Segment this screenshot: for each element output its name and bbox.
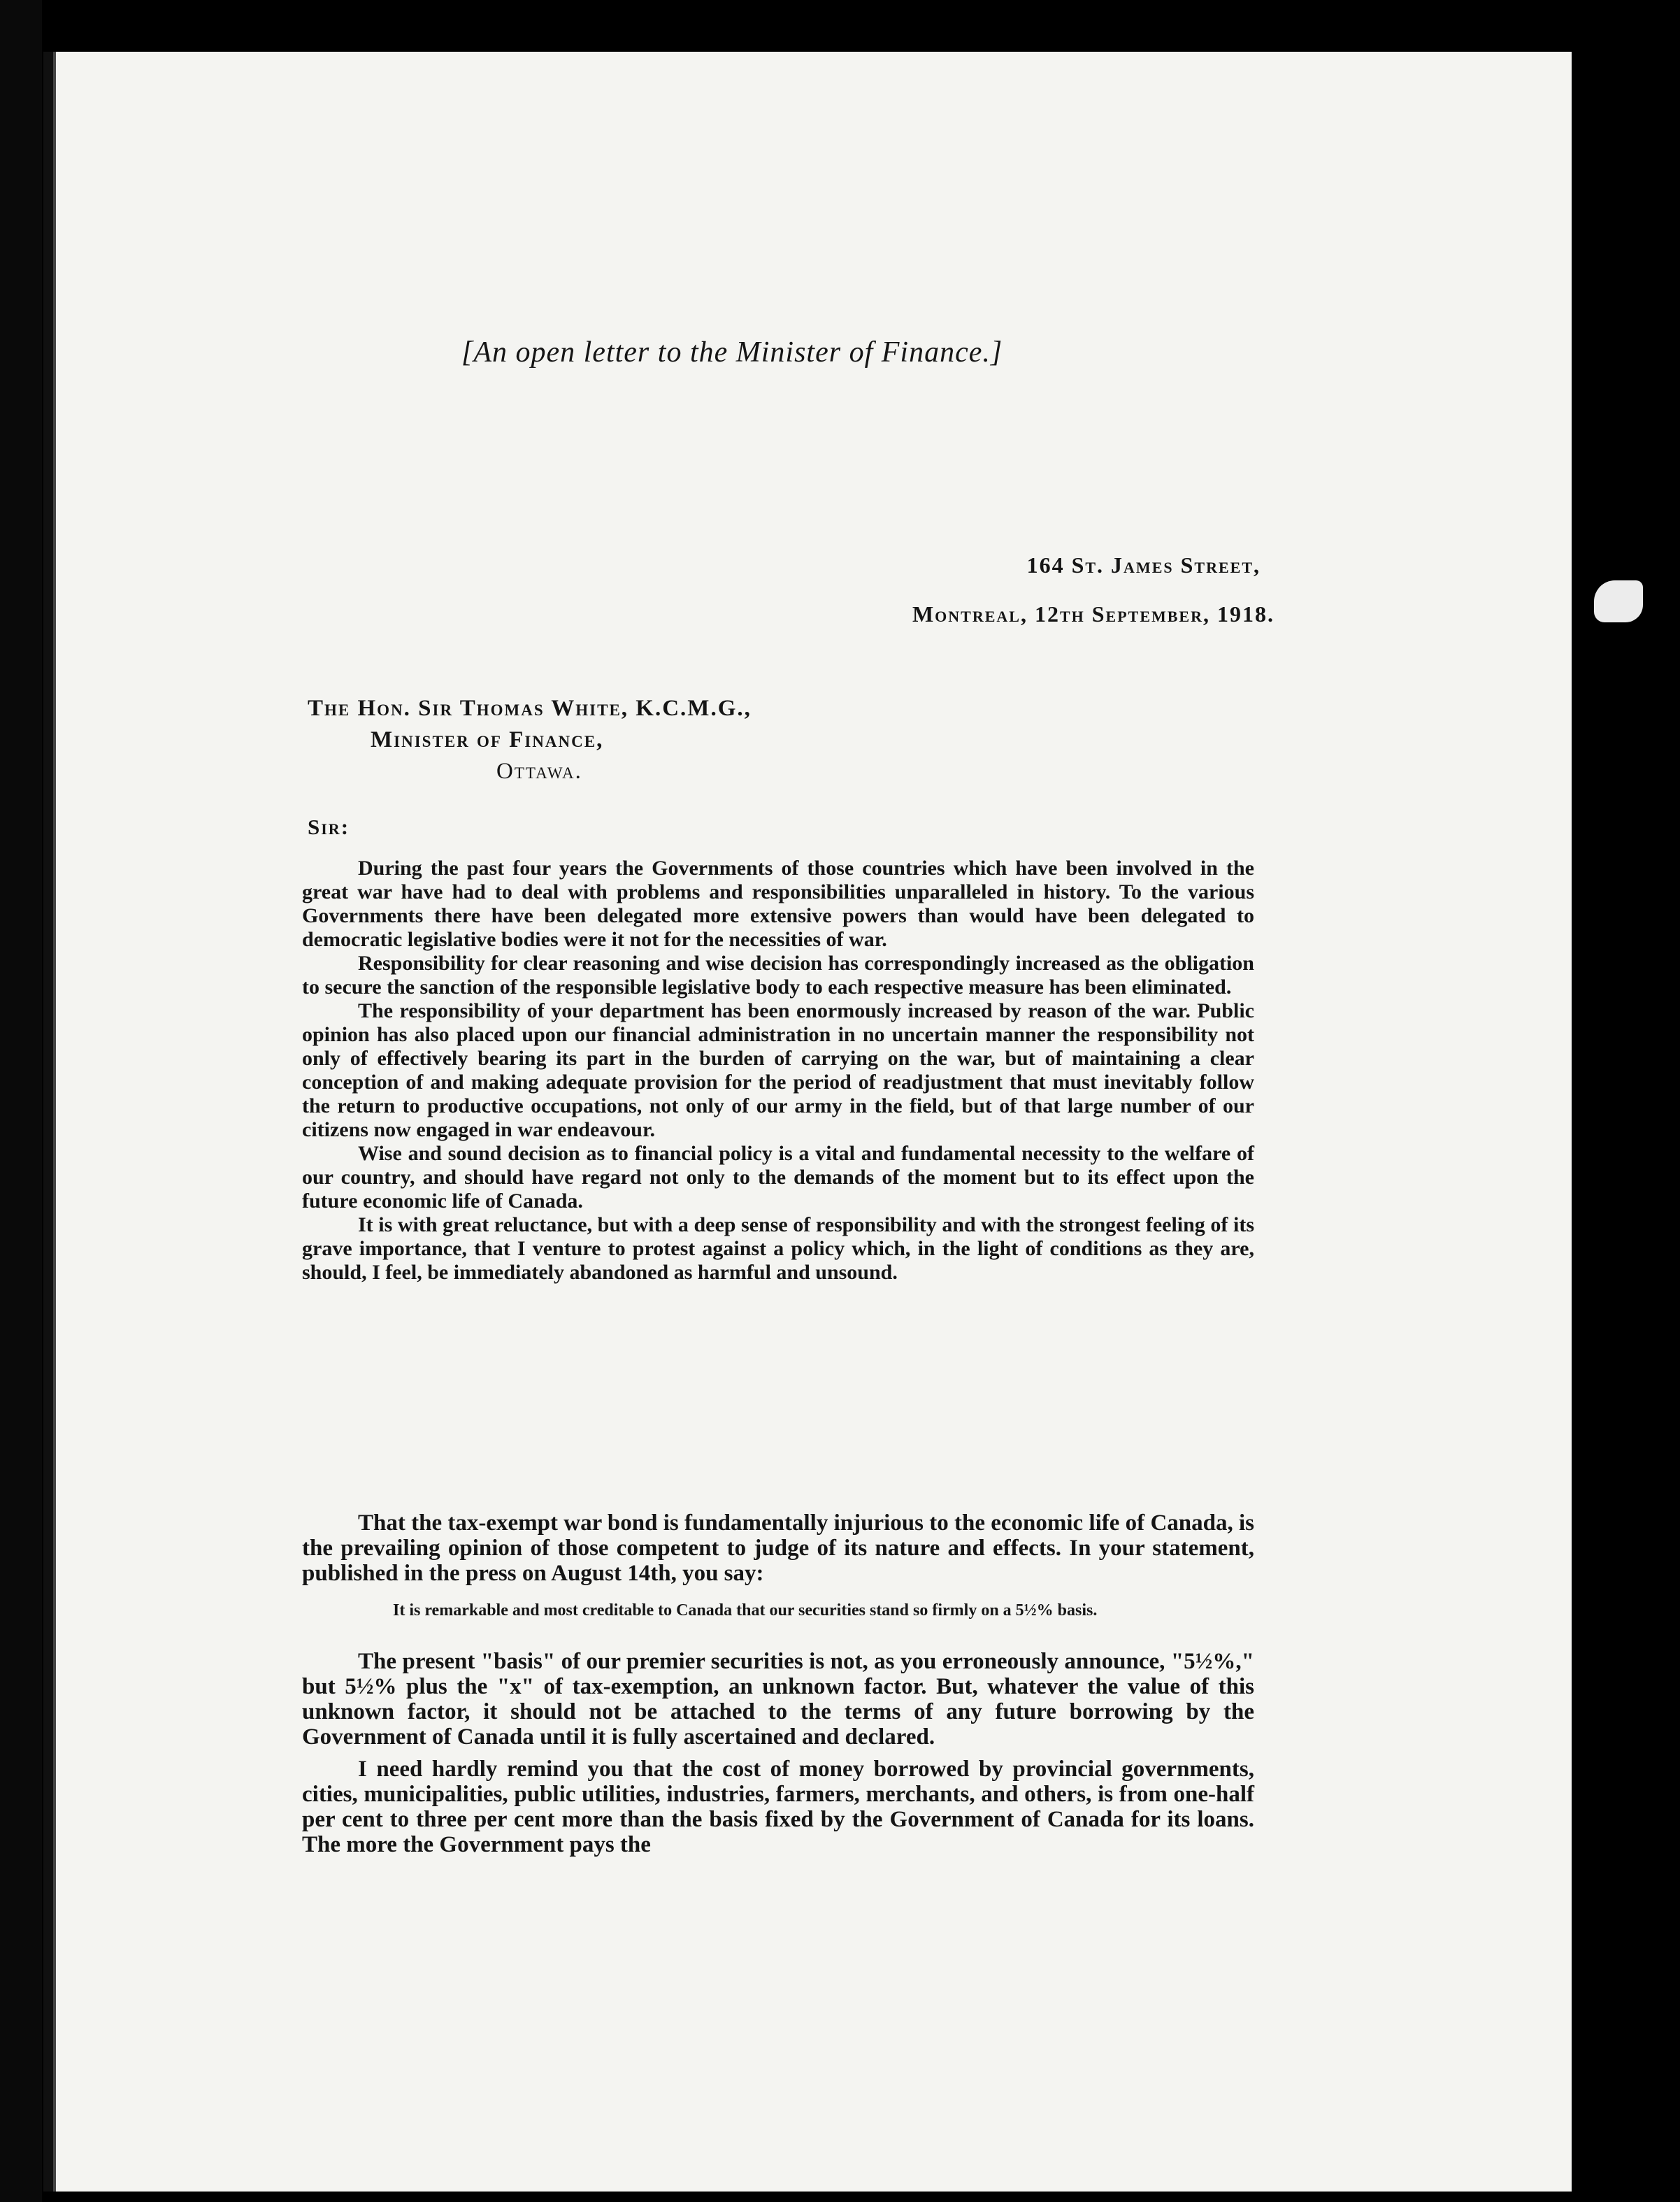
body-paragraph: That the tax-exempt war bond is fundamentally injurious to the economic life of Canada, is the prevailing opinion of those competent to judge of its nature and effects. In your statement, published in the press on August 14th, you say: (302, 1510, 1254, 1586)
body-paragraph: Responsibility for clear reasoning and wise decision has correspondingly increased as the obligation to secure the sanction of the responsible legislative body to each respective measure has been eliminated. (302, 952, 1254, 999)
recipient-city: Ottawa. (496, 759, 582, 784)
page-edge-shadow (53, 52, 56, 2192)
letter-heading: [An open letter to the Minister of Finance.] (461, 336, 1003, 369)
body-paragraph: During the past four years the Governments of those countries which have been involved in the great war have had to deal with problems and responsibilities unparalleled in history. To the various Governments there have been delegated more extensive powers than would have been delegated to democratic legislative bodies were it not for the necessities of war. (302, 857, 1254, 951)
recipient-name: The Hon. Sir Thomas White, K.C.M.G., (308, 696, 752, 721)
salutation: Sir: (308, 815, 350, 839)
body-paragraph: The responsibility of your department has been enormously increased by reason of the war. Public opinion has also placed upon our financial administration in no uncertain manner the responsibility not only of effectively bearing its part in the burden of carrying on the war, but of maintaining a clear conception of and making adequate provision for the period of readjustment that must inevitably follow the return to productive occupations, not only of our army in the field, but of that large number of our citizens now engaged in war endeavour. (302, 999, 1254, 1141)
recipient-title: Minister of Finance, (371, 727, 604, 752)
block-quote (302, 1601, 1254, 1620)
quote-text: It is remarkable and most creditable to Canada that our securities stand so firmly on a 5½% basis. (393, 1601, 1098, 1620)
body-paragraph: It is with great reluctance, but with a deep sense of responsibility and with the strongest feeling of its grave importance, that I venture to protest against a policy which, in the light of conditions as they are, should, I feel, be immediately abandoned as harmful and unsound. (302, 1213, 1254, 1284)
body-section-1 (302, 857, 1254, 1285)
body-paragraph: I need hardly remind you that the cost of money borrowed by provincial governments, cities, municipalities, public utilities, industries, farmers, merchants, and others, is from one-half per cent to three per cent more than the basis fixed by the Government of Canada for its loans. The more the Government pays the (302, 1757, 1254, 1857)
sender-address: 164 St. James Street, (1026, 552, 1261, 578)
body-paragraph: Wise and sound decision as to financial policy is a vital and fundamental necessity to the welfare of our country, and should have regard not only to the demands of the moment but to its effect upon the future economic life of Canada. (302, 1142, 1254, 1213)
letter-date: Montreal, 12th September, 1918. (912, 601, 1275, 627)
scan-border (0, 0, 42, 2202)
body-section-3 (302, 1649, 1254, 1864)
body-section-2 (302, 1510, 1254, 1590)
page-edge (43, 52, 53, 2192)
body-paragraph: The present "basis" of our premier securities is not, as you erroneously announce, "5½%," but 5½% plus the "x" of tax-exemption, an unknown factor. But, whatever the value of this unknown factor, it should not be attached to the terms of any future borrowing by the Government of Canada until it is fully ascertained and declared. (302, 1649, 1254, 1750)
scan-smudge (1594, 580, 1643, 622)
